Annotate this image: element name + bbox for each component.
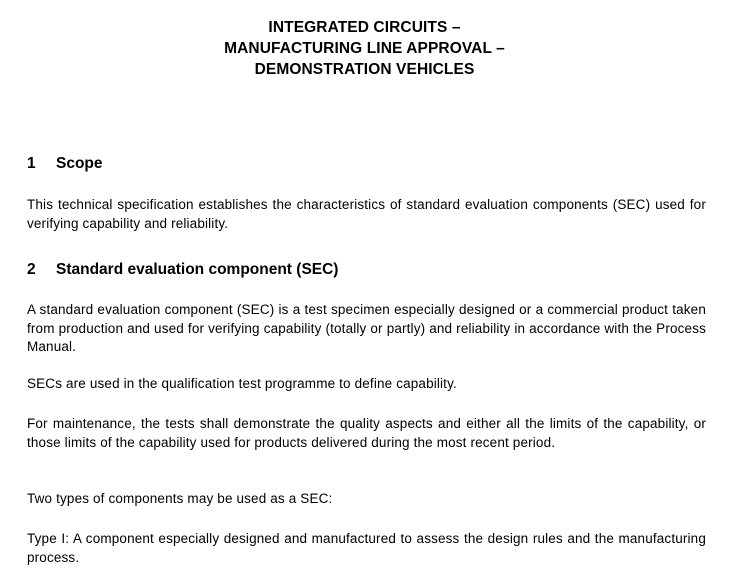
paragraph-sec-usage: SECs are used in the qualification test programme to define capability. — [27, 376, 457, 391]
title-line-2: MANUFACTURING LINE APPROVAL – — [224, 40, 505, 57]
paragraph-scope: This technical specification establishes the characteristics of standard evaluation components (SEC) used for verifying capability and reliability. — [27, 197, 706, 231]
section-title: Scope — [56, 155, 103, 172]
title-line-3: DEMONSTRATION VEHICLES — [254, 61, 475, 78]
section-number: 2 — [27, 261, 36, 278]
paragraph-types-intro: Two types of components may be used as a SEC: — [27, 491, 333, 506]
section-heading-sec — [27, 260, 338, 280]
paragraph-type-1: Type I: A component especially designed and manufactured to assess the design rules and the manufacturing process. — [27, 531, 706, 565]
paragraph-sec-definition: A standard evaluation component (SEC) is a test specimen especially designed or a commercial product taken from production and used for verifying capability (totally or partly) and reliability in accordance with the Process Manual. — [27, 302, 706, 354]
paragraph-maintenance: For maintenance, the tests shall demonstrate the quality aspects and either all the limits of the capability, or those limits of the capability used for products delivered during the most recent period. — [27, 416, 706, 450]
section-heading-scope — [27, 154, 103, 174]
document-title — [0, 17, 729, 80]
section-number: 1 — [27, 155, 36, 172]
section-title: Standard evaluation component (SEC) — [56, 261, 339, 278]
title-line-1: INTEGRATED CIRCUITS – — [268, 19, 461, 36]
